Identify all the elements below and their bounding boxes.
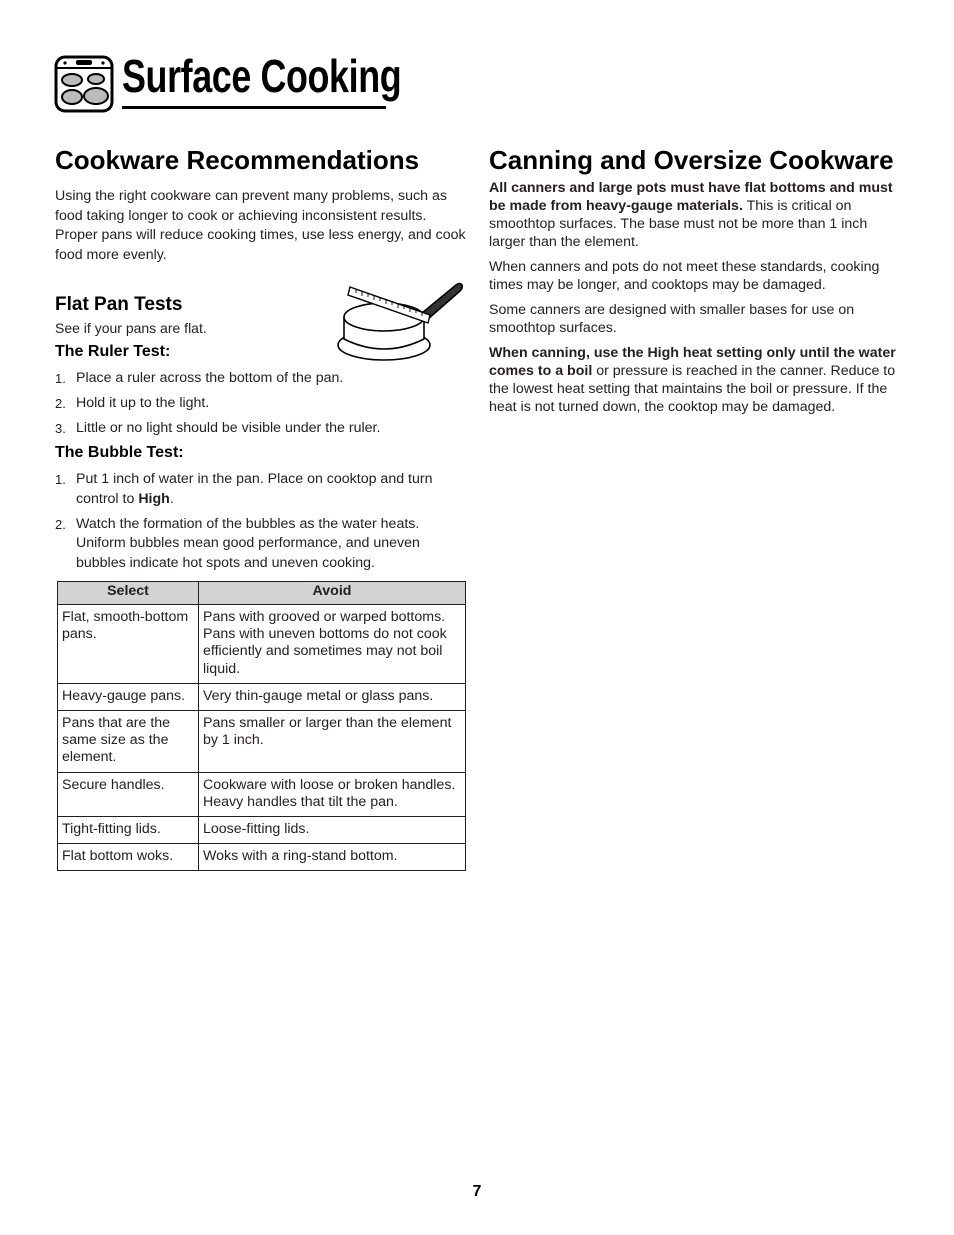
avoid-cell: Woks with a ring-stand bottom. xyxy=(199,844,466,871)
ruler-test-heading: The Ruler Test: xyxy=(55,343,171,360)
cooktop-icon xyxy=(54,54,114,114)
flat-pan-tests-heading: Flat Pan Tests xyxy=(55,294,183,315)
table-header-row xyxy=(58,582,466,605)
bubble-step: 1. Put 1 inch of water in the pan. Place on cooktop and turn control to High. xyxy=(55,470,433,507)
canning-paragraph-1: All canners and large pots must have flat bottoms and must be made from heavy-gauge materials. This is critical on smoothtop surfaces. The base must not be more than 1 inch larger than the element. xyxy=(489,180,893,250)
canning-paragraph-4: When canning, use the High heat setting only until the water comes to a boil or pressure is reached in the canner. Reduce to the lowest heat setting that maintains the boil or pressure. If the heat is not turned down, the cooktop may be damaged. xyxy=(489,345,896,415)
table-header-avoid: Avoid xyxy=(199,582,466,605)
ruler-step: 2. Hold it up to the light. xyxy=(55,394,210,411)
ruler-step: 1. Place a ruler across the bottom of the pan. xyxy=(55,370,344,386)
page-number: 7 xyxy=(472,1183,482,1200)
select-cell: Heavy-gauge pans. xyxy=(58,683,199,710)
table-header-select: Select xyxy=(58,582,199,605)
bubble-test-steps xyxy=(55,470,467,573)
canning-heading: Canning and Oversize Cookware xyxy=(489,145,894,175)
ruler-test-steps xyxy=(55,369,467,439)
avoid-cell: Pans with grooved or warped bottoms. Pans with uneven bottoms do not cook efficiently and sometimes may not boil liquid. xyxy=(199,605,466,684)
canning-paragraph-2: When canners and pots do not meet these standards, cooking times may be longer, and cooktops may be damaged. xyxy=(489,259,880,293)
bubble-test-heading: The Bubble Test: xyxy=(55,443,184,461)
select-cell: Tight-fitting lids. xyxy=(58,817,199,844)
canning-paragraph-3: Some canners are designed with smaller bases for use on smoothtop surfaces. xyxy=(489,302,855,336)
avoid-cell: Very thin-gauge metal or glass pans. xyxy=(199,683,466,710)
table-row xyxy=(58,711,466,773)
table-row xyxy=(58,817,466,844)
cookware-table xyxy=(57,581,466,871)
table-row xyxy=(58,683,466,710)
table-row xyxy=(58,844,466,871)
avoid-cell: Cookware with loose or broken handles. Heavy handles that tilt the pan. xyxy=(199,772,466,816)
bubble-step: 2. Watch the formation of the bubbles as the water heats. Uniform bubbles mean good performance, and uneven bubbles indicate hot spots and uneven cooking. xyxy=(55,515,420,571)
title-underline xyxy=(122,106,386,109)
table-row xyxy=(58,605,466,684)
flat-pan-tests-intro: See if your pans are flat. xyxy=(55,320,207,336)
cookware-intro: Using the right cookware can prevent many problems, such as food taking longer to cook or achieving inconsistent results. Proper pans will reduce cooking times, use less energy, and cook food more evenly. xyxy=(55,188,466,263)
table-row xyxy=(58,772,466,816)
avoid-cell: Loose-fitting lids. xyxy=(199,817,466,844)
cookware-heading: Cookware Recommendations xyxy=(55,145,420,175)
select-cell: Secure handles. xyxy=(58,772,199,816)
page-title: Surface Cooking xyxy=(122,50,402,102)
pan-ruler-illustration xyxy=(336,279,464,365)
ruler-step: 3. Little or no light should be visible under the ruler. xyxy=(55,419,381,436)
select-cell: Flat, smooth-bottom pans. xyxy=(58,605,199,684)
select-cell: Flat bottom woks. xyxy=(58,844,199,871)
cookware-recommendations-section xyxy=(55,145,467,865)
avoid-cell: Pans smaller or larger than the element by 1 inch. xyxy=(199,711,466,773)
select-cell: Pans that are the same size as the element. xyxy=(58,711,199,773)
canning-section xyxy=(489,146,899,416)
